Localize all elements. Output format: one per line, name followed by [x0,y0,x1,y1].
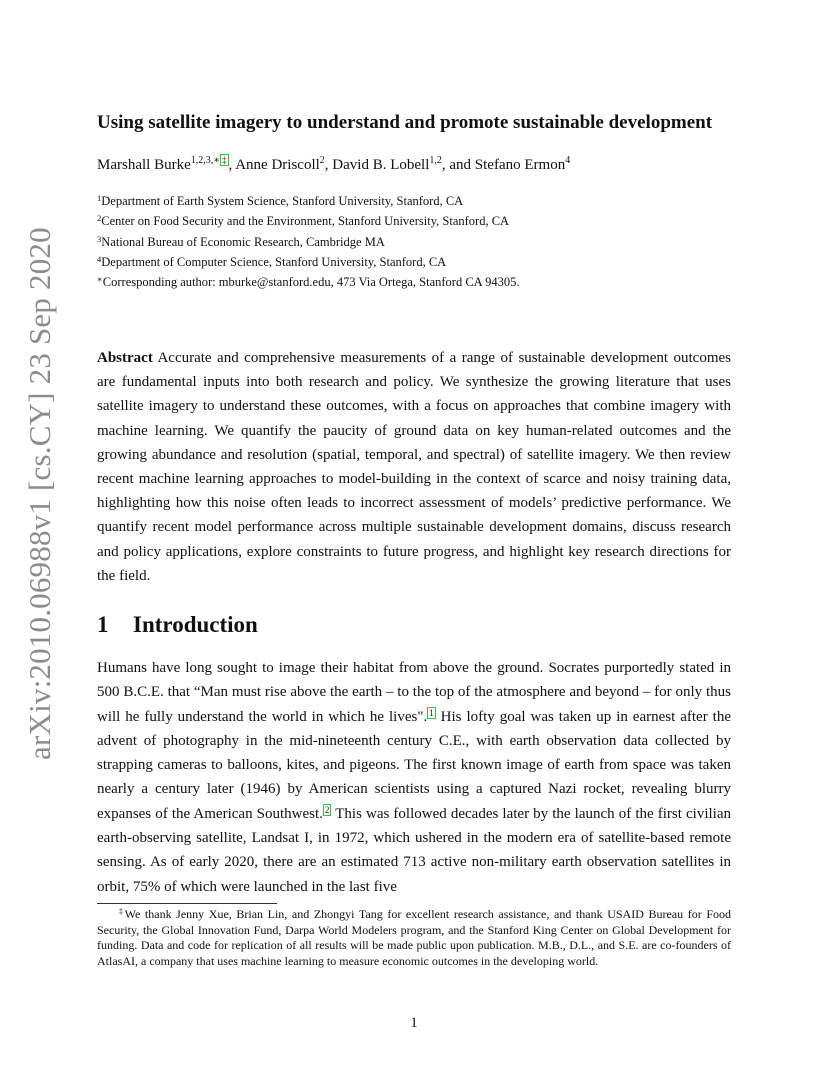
affiliation-list [97,191,737,292]
affiliation: $^4$Department of Computer Science, Stanford University, Stanford, CA [97,253,447,269]
footnote-text: We thank Jenny Xue, Brian Lin, and Zhongyi Tang for excellent research assistance, and thank USAID Bureau for Food Security, the Global Innovation Fund, Darpa World Modelers program, and the Stanford King Center on Global Development for funding. Data and code for replication of all results will be made public upon publication. M.B., D.L., and S.E. are co-founders of AtlasAI, a company that uses machine learning to measure economic outcomes in the developing world. [97,907,731,968]
footnote-rule [97,903,277,904]
abstract-text: Accurate and comprehensive measurements of a range of sustainable development outcomes are fundamental inputs into both research and policy. We synthesize the growing literature that uses satellite imagery to understand these outcomes, with a focus on approaches that combine imagery with machine learning. We quantify the paucity of ground data on key human-related outcomes and the growing abundance and resolution (spatial, temporal, and spectral) of satellite imagery. We then review recent machine learning approaches to model-building in the context of scarce and noisy training data, highlighting how this noise often leads to incorrect assessment of models’ predictive performance. We quantify recent model performance across multiple sustainable development domains, discuss research and policy applications, explore constraints to future progress, and highlight key research directions for the field. [97,350,731,584]
affiliation: $^3$National Bureau of Economic Research, Cambridge MA [97,233,385,249]
footnote-link[interactable]: ‡ [222,155,227,165]
author-affiliation-marks: 1,2,3,∗ [190,155,221,166]
author-separator: , [324,157,333,173]
corresponding-author: ∗Corresponding author: mburke@stanford.edu, 473 Via Ortega, Stanford CA 94305. [97,274,520,290]
affiliation: $^1$Department of Earth System Science, Stanford University, Stanford, CA [97,193,464,208]
author-affiliation-marks: 1,2 [429,155,442,166]
section-title: Introduction [133,612,258,637]
author-name: David B. Lobell [332,157,430,173]
footnote-link[interactable]: 2 [324,804,330,815]
abstract [97,346,731,588]
author-affiliation-marks: 4 [565,155,571,166]
author-name: Marshall Burke [97,157,191,173]
author-separator: , [228,157,236,173]
author-list [97,154,737,174]
footnote-link[interactable]: 1 [429,707,434,718]
affiliation: $^2$Center on Food Security and the Environment, Stanford University, Stanford, CA [97,213,510,229]
arxiv-side-stamp: arXiv:2010.06988v1 [cs.CY] 23 Sep 2020 [22,227,57,760]
author-name: Stefano Ermon [474,157,566,173]
author-separator: , and [441,157,475,173]
page-number: 1 [410,1015,418,1031]
section-number: 1 [97,612,109,637]
footnote [97,907,731,969]
intro-paragraph: Humans have long sought to image their habitat from above the ground. Socrates purportedly stated in 500 B.C.E. that “Man must rise above the earth – to the top of the atmosphere and beyond – for only thus will he fully understand the world in which he lives". 1 His lofty goal was taken up in earnest after the advent of photography in the mid-nineteenth century C.E., with earth observation data collected by strapping cameras to balloons, kites, and pigeons. The first known image of earth from space was taken nearly a century later (1946) by American scientists using a captured Nazi rocket, revealing blurry expanses of the American Southwest. 2 This was followed decades later by the launch of the first civilian earth-observing satellite, Landsat I, in 1972, which ushered in the modern era of satellite-based remote sensing. As of early 2020, there are an estimated 713 active non-military earth observation satellites in orbit, 75% of which were launched in the last five [97,660,732,895]
abstract-heading: Abstract [97,350,153,366]
author-affiliation-marks: 2 [319,155,325,166]
paper-title: Using satellite imagery to understand and promote sustainable development [97,112,713,133]
author-name: Anne Driscoll [235,157,320,173]
footnote-mark: ‡ [119,907,125,916]
section-heading [97,612,258,638]
